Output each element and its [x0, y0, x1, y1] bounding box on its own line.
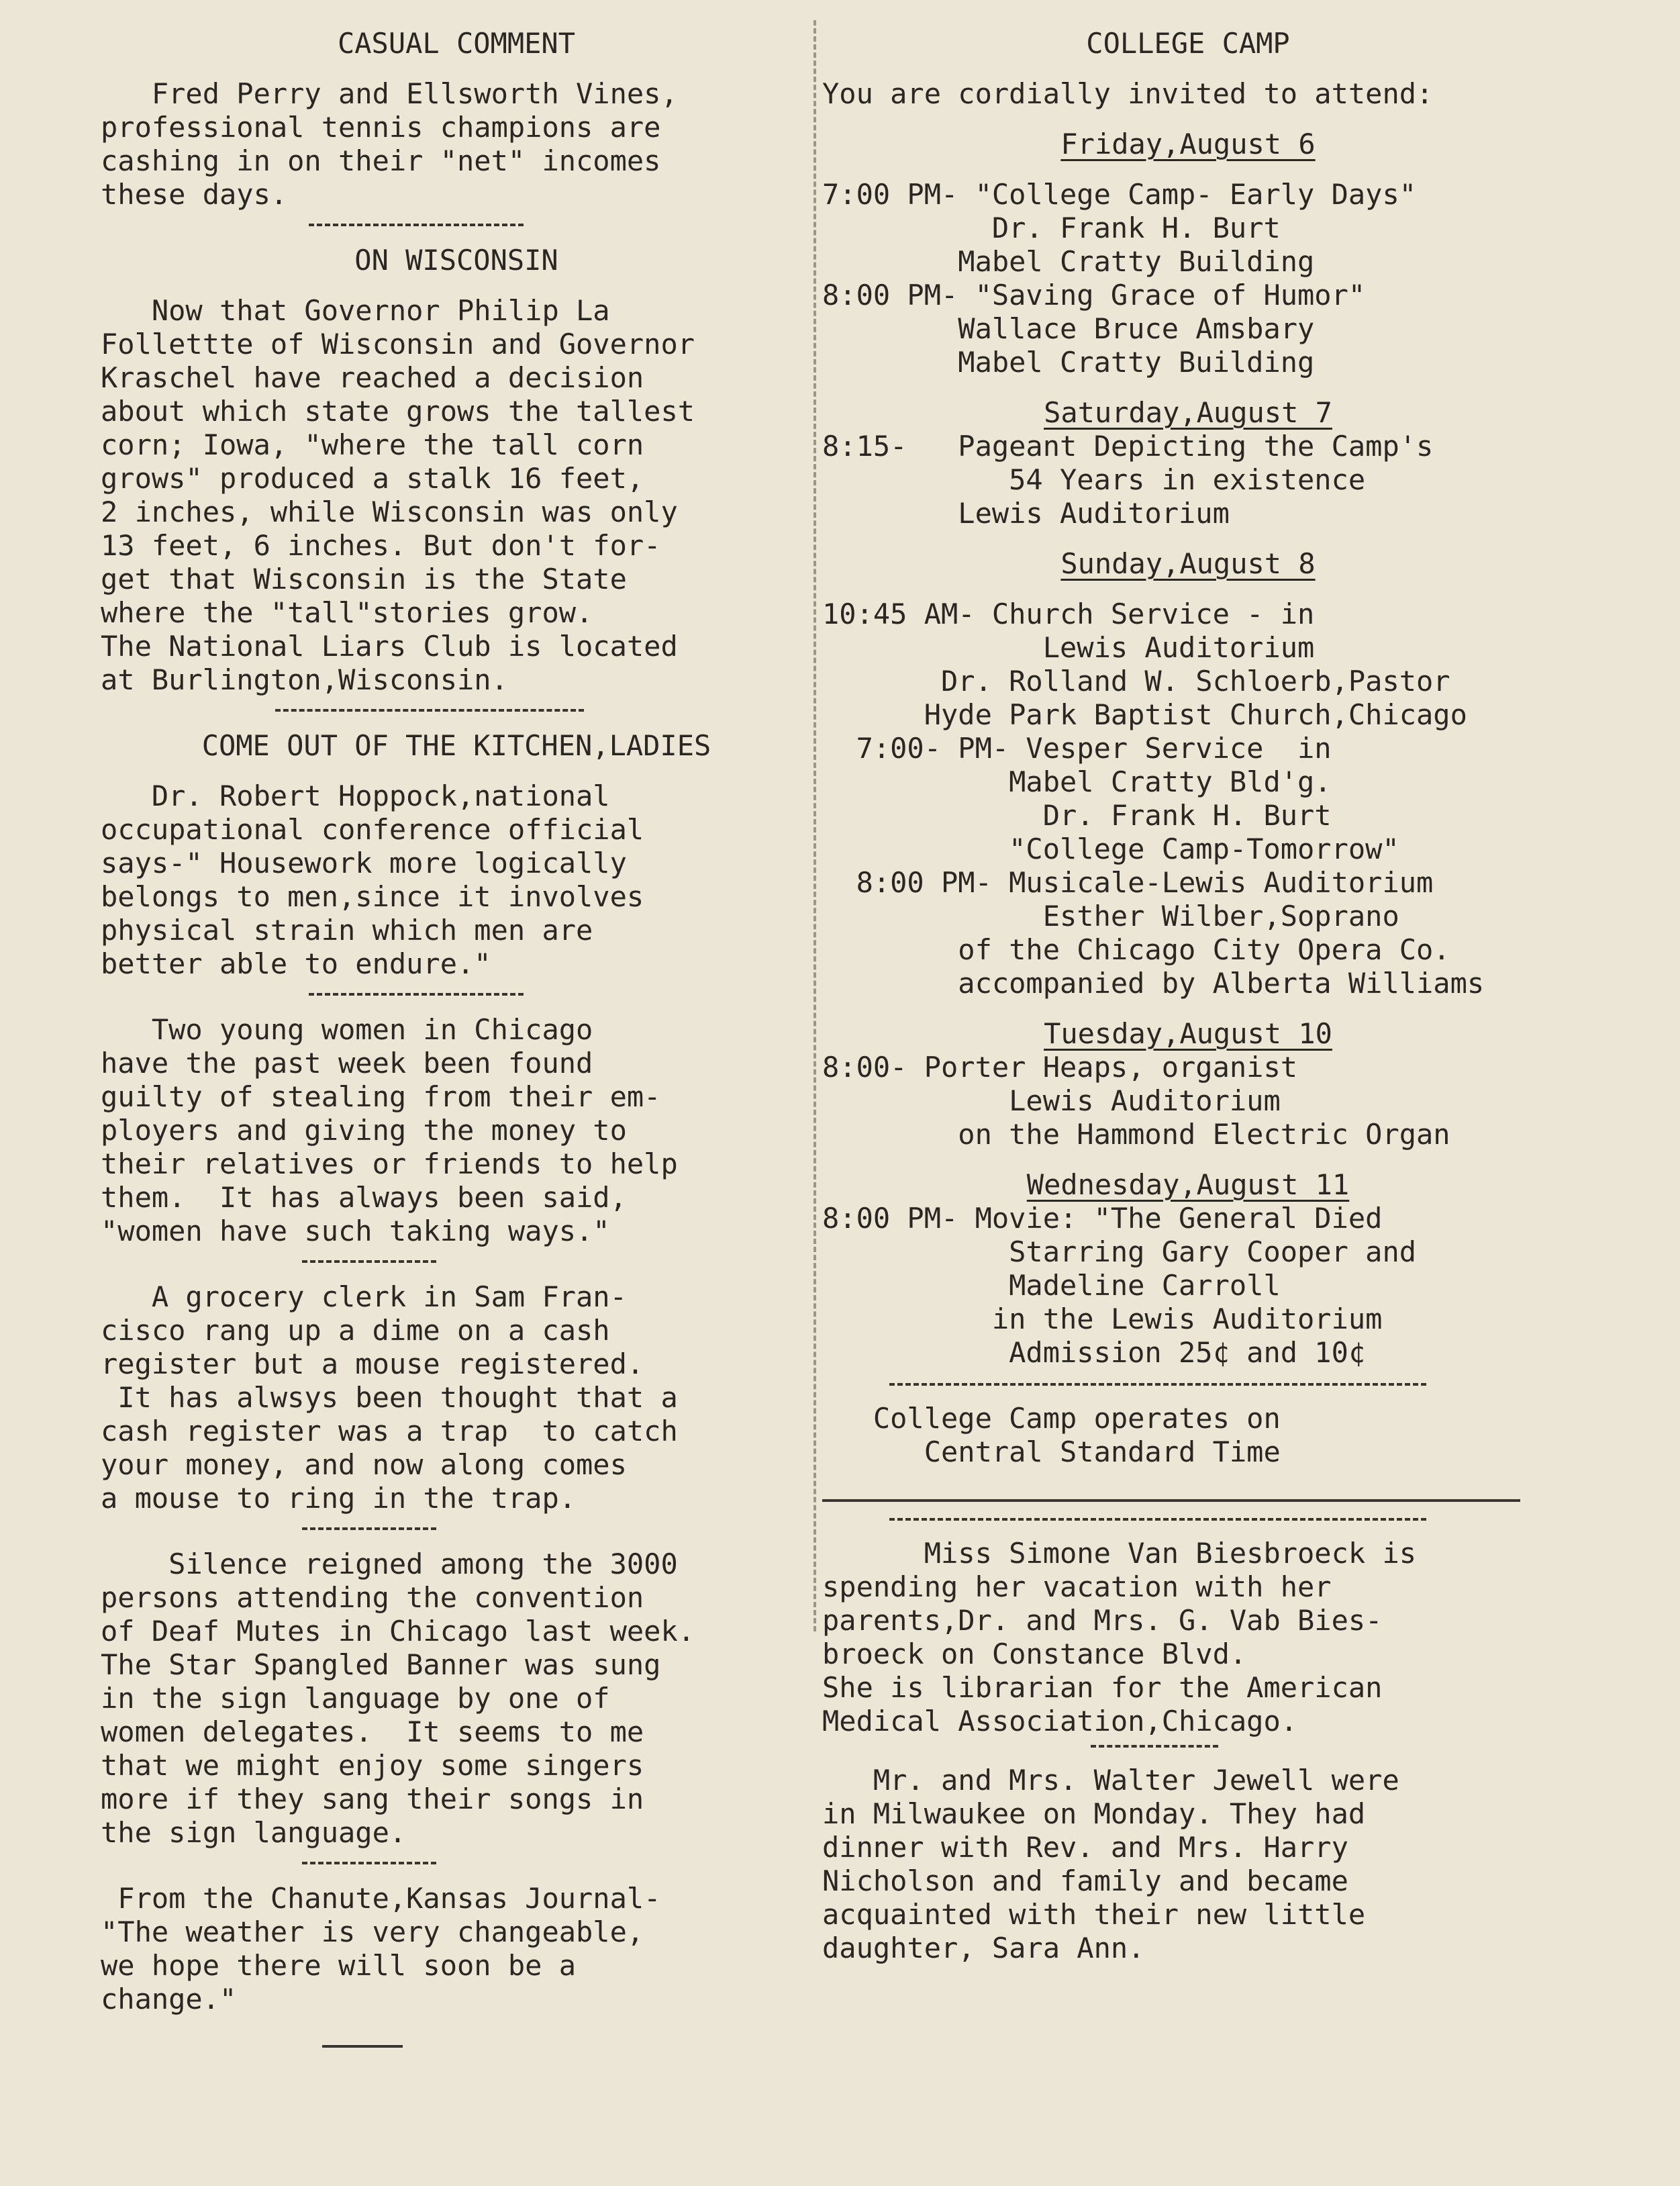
text-line: ployers and giving the money to: [101, 1114, 627, 1147]
section-heading-on-wisconsin: ON WISCONSIN: [354, 244, 558, 277]
schedule-saturday: [822, 396, 1554, 530]
text-line: spending her vacation with her: [822, 1570, 1332, 1603]
schedule-line: 7:00 PM- "College Camp- Early Days": [822, 178, 1417, 211]
text-line: It has alwsys been thought that a: [101, 1381, 678, 1414]
text-line: that we might enjoy some singers: [101, 1749, 644, 1782]
text-line: Central Standard Time: [822, 1435, 1281, 1468]
paragraph-perry-vines: [101, 77, 812, 211]
text-line: cisco rang up a dime on a cash: [101, 1314, 610, 1347]
date-heading-saturday: Saturday,August 7: [1044, 396, 1332, 429]
date-heading-tuesday: Tuesday,August 10: [1044, 1017, 1332, 1050]
paragraph-van-biesbroeck: [822, 1537, 1554, 1738]
paragraph-chicago-women: [101, 1013, 812, 1248]
schedule-line: 8:00- Porter Heaps, organist: [822, 1051, 1298, 1084]
separator-rule: [1091, 1745, 1218, 1750]
text-line: in the sign language by one of: [101, 1682, 610, 1715]
schedule-line: 8:00 PM- Musicale-Lewis Auditorium: [822, 866, 1434, 899]
schedule-line: Admission 25¢ and 10¢: [822, 1336, 1366, 1369]
text-line: women delegates. It seems to me: [101, 1715, 644, 1748]
text-line: Medical Association,Chicago.: [822, 1705, 1298, 1738]
schedule-line: Dr. Rolland W. Schloerb,Pastor: [822, 665, 1450, 698]
text-line: says-" Housework more logically: [101, 847, 627, 880]
text-line: these days.: [101, 178, 288, 211]
separator-rule: [302, 1527, 436, 1533]
text-line: them. It has always been said,: [101, 1181, 627, 1214]
schedule-line: Mabel Cratty Building: [822, 346, 1315, 379]
text-line: get that Wisconsin is the State: [101, 563, 627, 596]
schedule-line: Lewis Auditorium: [822, 497, 1230, 530]
text-line: "women have such taking ways.": [101, 1215, 610, 1247]
schedule-friday: [822, 128, 1554, 379]
section-heading-kitchen-ladies: COME OUT OF THE KITCHEN,LADIES: [201, 729, 711, 762]
schedule-line: in the Lewis Auditorium: [822, 1302, 1383, 1335]
separator-rule: [309, 993, 524, 998]
text-line: 13 feet, 6 inches. But don't for-: [101, 529, 661, 562]
text-line: change.": [101, 1983, 237, 2015]
text-line: occupational conference official: [101, 813, 644, 846]
schedule-line: 8:00 PM- "Saving Grace of Humor": [822, 279, 1366, 312]
time-zone-note: [822, 1402, 1554, 1469]
schedule-line: Madeline Carroll: [822, 1269, 1281, 1302]
text-line: She is librarian for the American: [822, 1671, 1383, 1704]
text-line: persons attending the convention: [101, 1581, 644, 1614]
text-line: Fred Perry and Ellsworth Vines,: [101, 77, 678, 110]
text-line: parents,Dr. and Mrs. G. Vab Bies-: [822, 1604, 1383, 1637]
text-line: Two young women in Chicago: [101, 1013, 593, 1046]
text-line: grows" produced a stalk 16 feet,: [101, 462, 644, 495]
text-line: broeck on Constance Blvd.: [822, 1637, 1247, 1670]
schedule-line: on the Hammond Electric Organ: [822, 1118, 1450, 1151]
date-heading-wednesday: Wednesday,August 11: [1026, 1168, 1350, 1201]
text-line: The National Liars Club is located: [101, 630, 678, 663]
schedule-line: 8:15- Pageant Depicting the Camp's: [822, 430, 1434, 463]
text-line: guilty of stealing from their em-: [101, 1080, 661, 1113]
text-line: Mr. and Mrs. Walter Jewell were: [822, 1764, 1399, 1797]
schedule-line: Lewis Auditorium: [822, 1084, 1281, 1117]
text-line: Nicholson and family and became: [822, 1864, 1348, 1897]
text-line: The Star Spangled Banner was sung: [101, 1648, 661, 1681]
paragraph-chanute-journal: [101, 1882, 812, 2016]
schedule-tuesday: [822, 1017, 1554, 1151]
paragraph-hoppock: [101, 779, 812, 981]
text-line: professional tennis champions are: [101, 111, 661, 144]
paragraph-deaf-mutes-convention: [101, 1548, 812, 1850]
separator-rule: [309, 224, 524, 229]
text-line: acquainted with their new little: [822, 1898, 1366, 1931]
text-line: Kraschel have reached a decision: [101, 361, 644, 394]
invitation-line: You are cordially invited to attend:: [822, 77, 1434, 110]
text-line: belongs to men,since it involves: [101, 880, 644, 913]
date-heading-friday: Friday,August 6: [1060, 128, 1316, 160]
text-line: "The weather is very changeable,: [101, 1915, 644, 1948]
separator-rule: [889, 1383, 1426, 1388]
text-line: A grocery clerk in Sam Fran-: [101, 1280, 627, 1313]
text-line: your money, and now along comes: [101, 1448, 627, 1481]
text-line: 2 inches, while Wisconsin was only: [101, 495, 678, 528]
schedule-line: Lewis Auditorium: [822, 631, 1315, 664]
text-line: the sign language.: [101, 1816, 407, 1849]
section-end-rule: [822, 1499, 1520, 1505]
text-line: physical strain which men are: [101, 914, 593, 947]
schedule-line: Dr. Frank H. Burt: [822, 211, 1281, 244]
schedule-line: "College Camp-Tomorrow": [822, 833, 1399, 865]
separator-rule: [889, 1518, 1426, 1523]
schedule-line: 54 Years in existence: [822, 463, 1366, 496]
text-line: of Deaf Mutes in Chicago last week.: [101, 1615, 695, 1648]
text-line: their relatives or friends to help: [101, 1147, 678, 1180]
text-line: dinner with Rev. and Mrs. Harry: [822, 1831, 1348, 1864]
text-line: register but a mouse registered.: [101, 1347, 644, 1380]
text-line: in Milwaukee on Monday. They had: [822, 1797, 1366, 1830]
end-rule: [322, 2045, 403, 2050]
text-line: Follettte of Wisconsin and Governor: [101, 328, 695, 361]
paragraph-jewell: [822, 1764, 1554, 1965]
column-heading-college-camp: COLLEGE CAMP: [1086, 27, 1290, 60]
college-camp-column: [822, 27, 1554, 1965]
text-line: more if they sang their songs in: [101, 1783, 644, 1815]
text-line: at Burlington,Wisconsin.: [101, 663, 508, 696]
text-line: Miss Simone Van Biesbroeck is: [822, 1537, 1417, 1570]
casual-comment-column: [101, 27, 812, 2065]
text-line: Dr. Robert Hoppock,national: [101, 779, 610, 812]
text-line: have the past week been found: [101, 1047, 593, 1080]
text-line: better able to endure.": [101, 947, 491, 980]
schedule-line: Wallace Bruce Amsbary: [822, 312, 1315, 345]
text-line: about which state grows the tallest: [101, 395, 695, 428]
schedule-line: Mabel Cratty Bld'g.: [822, 765, 1332, 798]
text-line: a mouse to ring in the trap.: [101, 1482, 577, 1515]
schedule-line: 10:45 AM- Church Service - in: [822, 598, 1315, 630]
text-line: Silence reigned among the 3000: [101, 1548, 678, 1580]
date-heading-sunday: Sunday,August 8: [1060, 547, 1316, 580]
paragraph-grocery-clerk: [101, 1280, 812, 1515]
text-line: cashing in on their "net" incomes: [101, 144, 661, 177]
schedule-line: 8:00 PM- Movie: "The General Died: [822, 1202, 1383, 1235]
schedule-line: Mabel Cratty Building: [822, 245, 1315, 278]
text-line: From the Chanute,Kansas Journal-: [101, 1882, 661, 1915]
text-line: cash register was a trap to catch: [101, 1415, 678, 1447]
text-line: corn; Iowa, "where the tall corn: [101, 428, 644, 461]
schedule-line: of the Chicago City Opera Co.: [822, 933, 1450, 966]
text-line: we hope there will soon be a: [101, 1949, 577, 1982]
text-line: College Camp operates on: [822, 1402, 1281, 1435]
schedule-line: 7:00- PM- Vesper Service in: [822, 732, 1332, 765]
separator-rule: [302, 1260, 436, 1266]
separator-rule: [302, 1862, 436, 1867]
schedule-line: Dr. Frank H. Burt: [822, 799, 1332, 832]
schedule-sunday: [822, 547, 1554, 1000]
column-heading-casual-comment: CASUAL COMMENT: [337, 27, 575, 60]
separator-rule: [275, 709, 584, 714]
schedule-line: accompanied by Alberta Williams: [822, 967, 1485, 1000]
schedule-line: Starring Gary Cooper and: [822, 1235, 1417, 1268]
text-line: where the "tall"stories grow.: [101, 596, 593, 629]
text-line: Now that Governor Philip La: [101, 294, 610, 327]
schedule-line: Hyde Park Baptist Church,Chicago: [822, 698, 1467, 731]
column-divider: [813, 20, 816, 1631]
schedule-wednesday: [822, 1168, 1554, 1370]
text-line: daughter, Sara Ann.: [822, 1932, 1145, 1964]
schedule-line: Esther Wilber,Soprano: [822, 900, 1399, 933]
paragraph-wisconsin: [101, 294, 812, 697]
